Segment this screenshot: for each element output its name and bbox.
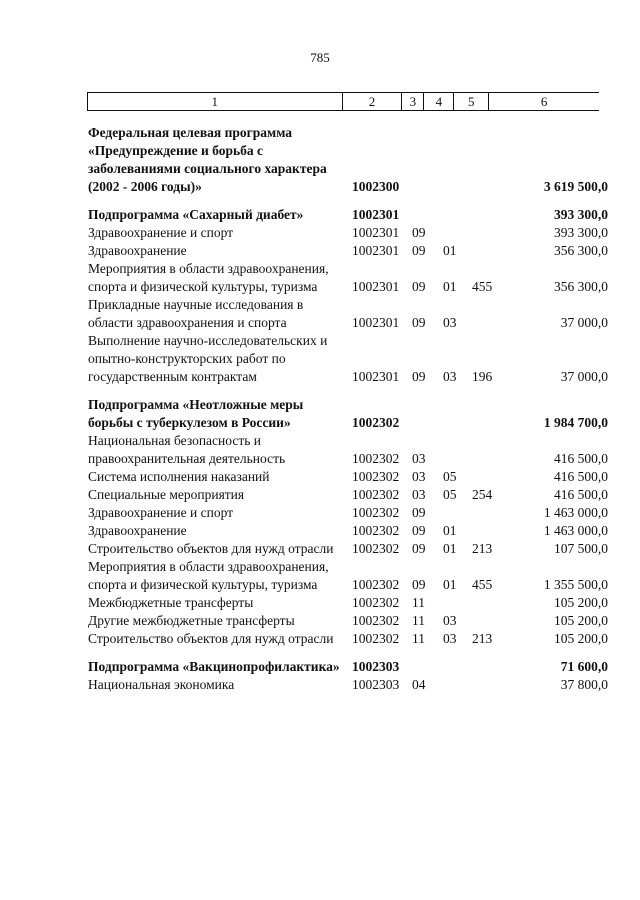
row-expense-type: 254 xyxy=(472,487,493,502)
row-code: 1002301 xyxy=(352,225,400,240)
table-row xyxy=(0,242,640,260)
row-amount: 37 800,0 xyxy=(560,677,608,692)
row-name: Специальные мероприятия xyxy=(88,487,245,502)
row-amount: 1 463 000,0 xyxy=(543,523,608,538)
row-subsection: 05 xyxy=(443,469,457,484)
header-col-5: 5 xyxy=(454,93,489,110)
row-section: 09 xyxy=(412,225,426,240)
row-code: 1002301 xyxy=(352,279,400,294)
row-code: 1002301 xyxy=(352,369,400,384)
row-name: Здравоохранение xyxy=(88,523,187,538)
row-subsection: 03 xyxy=(443,613,457,628)
row-code: 1002302 xyxy=(352,541,400,556)
row-subsection: 01 xyxy=(443,577,457,592)
row-name: Национальная экономика xyxy=(88,677,235,692)
table-row xyxy=(0,522,640,540)
table-header xyxy=(87,92,599,111)
table-row xyxy=(0,296,640,332)
row-name: Подпрограмма «Сахарный диабет» xyxy=(88,207,304,222)
row-code: 1002300 xyxy=(352,179,400,194)
row-name: Подпрограмма «Вакцинопрофилактика» xyxy=(88,659,340,674)
row-code: 1002302 xyxy=(352,469,400,484)
row-subsection: 05 xyxy=(443,487,457,502)
row-section: 09 xyxy=(412,315,426,330)
table-row xyxy=(0,124,640,196)
row-amount: 416 500,0 xyxy=(554,451,608,466)
row-amount: 105 200,0 xyxy=(554,613,608,628)
row-name: Прикладные научные исследования в области здравоохранения и спорта xyxy=(88,297,304,330)
row-expense-type: 455 xyxy=(472,279,493,294)
table-row xyxy=(0,486,640,504)
table-row xyxy=(0,594,640,612)
row-section: 09 xyxy=(412,369,426,384)
row-section: 09 xyxy=(412,523,426,538)
row-expense-type: 213 xyxy=(472,541,493,556)
row-amount: 105 200,0 xyxy=(554,595,608,610)
row-code: 1002302 xyxy=(352,505,400,520)
row-name: Здравоохранение и спорт xyxy=(88,225,234,240)
row-amount: 393 300,0 xyxy=(554,207,608,222)
row-name: Национальная безопасность и правоохранительная деятельность xyxy=(88,433,286,466)
row-name: Межбюджетные трансферты xyxy=(88,595,254,610)
row-name: Строительство объектов для нужд отрасли xyxy=(88,631,334,646)
row-name: Мероприятия в области здравоохранения, спорта и физической культуры, туризма xyxy=(88,559,329,592)
row-code: 1002303 xyxy=(352,677,400,692)
row-subsection: 01 xyxy=(443,243,457,258)
row-expense-type: 213 xyxy=(472,631,493,646)
row-subsection: 01 xyxy=(443,279,457,294)
header-col-3: 3 xyxy=(402,93,424,110)
row-amount: 71 600,0 xyxy=(560,659,608,674)
table-row xyxy=(0,540,640,558)
row-code: 1002302 xyxy=(352,577,400,592)
row-amount: 3 619 500,0 xyxy=(543,179,608,194)
table-row xyxy=(0,432,640,468)
row-name: Федеральная целевая программа «Предупреждение и борьба с заболеваниями социального характера (2002 - 2006 годы)» xyxy=(88,125,327,194)
row-amount: 37 000,0 xyxy=(560,369,608,384)
table-row xyxy=(0,206,640,224)
row-amount: 356 300,0 xyxy=(554,279,608,294)
row-code: 1002301 xyxy=(352,207,400,222)
table-row xyxy=(0,260,640,296)
row-section: 04 xyxy=(412,677,426,692)
table-row xyxy=(0,504,640,522)
row-subsection: 03 xyxy=(443,369,457,384)
row-amount: 1 463 000,0 xyxy=(543,505,608,520)
header-col-4: 4 xyxy=(424,93,454,110)
row-name: Система исполнения наказаний xyxy=(88,469,270,484)
row-amount: 356 300,0 xyxy=(554,243,608,258)
row-section: 09 xyxy=(412,541,426,556)
row-code: 1002302 xyxy=(352,415,400,430)
row-name: Здравоохранение xyxy=(88,243,187,258)
row-code: 1002302 xyxy=(352,631,400,646)
row-code: 1002301 xyxy=(352,315,400,330)
row-name: Строительство объектов для нужд отрасли xyxy=(88,541,334,556)
row-code: 1002302 xyxy=(352,451,400,466)
row-amount: 107 500,0 xyxy=(554,541,608,556)
row-expense-type: 196 xyxy=(472,369,493,384)
row-name: Другие межбюджетные трансферты xyxy=(88,613,295,628)
row-expense-type: 455 xyxy=(472,577,493,592)
row-name: Здравоохранение и спорт xyxy=(88,505,234,520)
row-amount: 416 500,0 xyxy=(554,469,608,484)
row-name: Подпрограмма «Неотложные меры борьбы с туберкулезом в России» xyxy=(88,397,304,430)
row-code: 1002302 xyxy=(352,613,400,628)
budget-table xyxy=(0,124,640,694)
table-row xyxy=(0,468,640,486)
table-row xyxy=(0,676,640,694)
table-row xyxy=(0,630,640,648)
row-subsection: 03 xyxy=(443,631,457,646)
row-amount: 37 000,0 xyxy=(560,315,608,330)
header-col-6: 6 xyxy=(540,94,548,109)
table-row xyxy=(0,658,640,676)
row-amount: 1 984 700,0 xyxy=(543,415,608,430)
row-section: 11 xyxy=(412,595,425,610)
table-row xyxy=(0,558,640,594)
row-subsection: 01 xyxy=(443,523,457,538)
row-section: 09 xyxy=(412,243,426,258)
table-row xyxy=(0,396,640,432)
row-amount: 393 300,0 xyxy=(554,225,608,240)
row-section: 09 xyxy=(412,279,426,294)
row-code: 1002302 xyxy=(352,595,400,610)
row-code: 1002302 xyxy=(352,523,400,538)
row-section: 09 xyxy=(412,577,426,592)
row-section: 03 xyxy=(412,487,426,502)
header-col-1: 1 xyxy=(88,93,343,110)
table-row xyxy=(0,332,640,386)
header-col-2: 2 xyxy=(343,93,403,110)
page-number: 785 xyxy=(310,50,330,65)
row-subsection: 03 xyxy=(443,315,457,330)
row-code: 1002301 xyxy=(352,243,400,258)
table-row xyxy=(0,224,640,242)
row-section: 11 xyxy=(412,613,425,628)
row-name: Выполнение научно-исследовательских и опытно-конструкторских работ по государственным контрактам xyxy=(88,333,328,384)
row-section: 03 xyxy=(412,451,426,466)
table-row xyxy=(0,612,640,630)
row-subsection: 01 xyxy=(443,541,457,556)
row-code: 1002302 xyxy=(352,487,400,502)
row-amount: 416 500,0 xyxy=(554,487,608,502)
row-name: Мероприятия в области здравоохранения, спорта и физической культуры, туризма xyxy=(88,261,329,294)
row-section: 09 xyxy=(412,505,426,520)
row-section: 11 xyxy=(412,631,425,646)
row-amount: 105 200,0 xyxy=(554,631,608,646)
row-section: 03 xyxy=(412,469,426,484)
row-amount: 1 355 500,0 xyxy=(543,577,608,592)
row-code: 1002303 xyxy=(352,659,400,674)
